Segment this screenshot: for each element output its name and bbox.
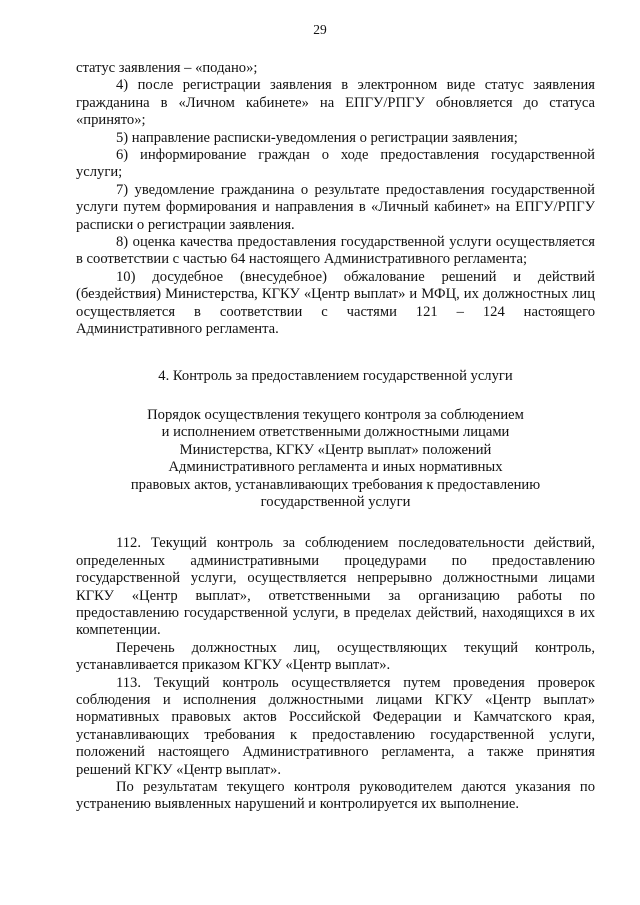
paragraph-status-continuation: статус заявления – «подано»;: [76, 60, 258, 76]
page-number: 29: [313, 22, 327, 37]
paragraph-item-6: 6) информирование граждан о ходе предоставления государственной услуги;: [76, 147, 595, 181]
subheading-line: Порядок осуществления текущего контроля за соблюдением: [147, 406, 524, 423]
subheading-line: Административного регламента и иных нормативных: [168, 459, 503, 476]
paragraph-113: 113. Текущий контроль осуществляется путем проведения проверок соблюдения и исполнения должностными лицами КГКУ «Центр выплат» нормативных правовых актов Российской Федерации и Камчатского края, устанавливающих требования к предоставлению государственной услуги, положений настоящего Административного регламента, а также принятия решений КГКУ «Центр выплат».: [76, 674, 595, 778]
document-body: [76, 60, 595, 814]
subheading-line: Министерства, КГКУ «Центр выплат» положений: [179, 441, 492, 458]
subheading-line: и исполнением ответственными должностными лицами: [161, 424, 510, 441]
paragraph-control-results: По результатам текущего контроля руководителем даются указания по устранению выявленных нарушений и контролируется их выполнение.: [76, 779, 595, 813]
paragraph-item-7: 7) уведомление гражданина о результате предоставления государственной услуги путем формирования и направления в «Личный кабинет» на ЕПГУ/РПГУ расписки о регистрации заявления.: [76, 181, 595, 233]
subheading-line: правовых актов, устанавливающих требования к предоставлению: [130, 476, 541, 493]
subheading-line: государственной услуги: [260, 493, 411, 510]
paragraph-112: 112. Текущий контроль за соблюдением последовательности действий, определенных административными процедурами по предоставлению государственной услуги, осуществляется непрерывно должностными лицами КГКУ «Центр выплат», ответственными за организацию работы по предоставлению государственной услуги, в пределах действий, находящихся в их компетенции.: [76, 535, 595, 639]
section-heading: 4. Контроль за предоставлением государственной услуги: [158, 367, 513, 384]
paragraph-item-10: 10) досудебное (внесудебное) обжалование решений и действий (бездействия) Министерства, КГКУ «Центр выплат» и МФЦ, их должностных лиц осуществляется в соответствии с частями 121 – 124 настоящего Административного регламента.: [76, 268, 595, 338]
subsection-heading: [76, 407, 595, 511]
paragraph-item-4: 4) после регистрации заявления в электронном виде статус заявления гражданина в «Личном кабинете» на ЕПГУ/РПГУ обновляется до статуса «принято»;: [76, 77, 595, 129]
paragraph-item-5: 5) направление расписки-уведомления о регистрации заявления;: [116, 129, 518, 146]
paragraph-item-8: 8) оценка качества предоставления государственной услуги осуществляется в соответствии с частью 64 настоящего Административного регламента;: [76, 234, 595, 268]
paragraph-officials-list: Перечень должностных лиц, осуществляющих текущий контроль, устанавливается приказом КГКУ «Центр выплат».: [76, 639, 595, 674]
